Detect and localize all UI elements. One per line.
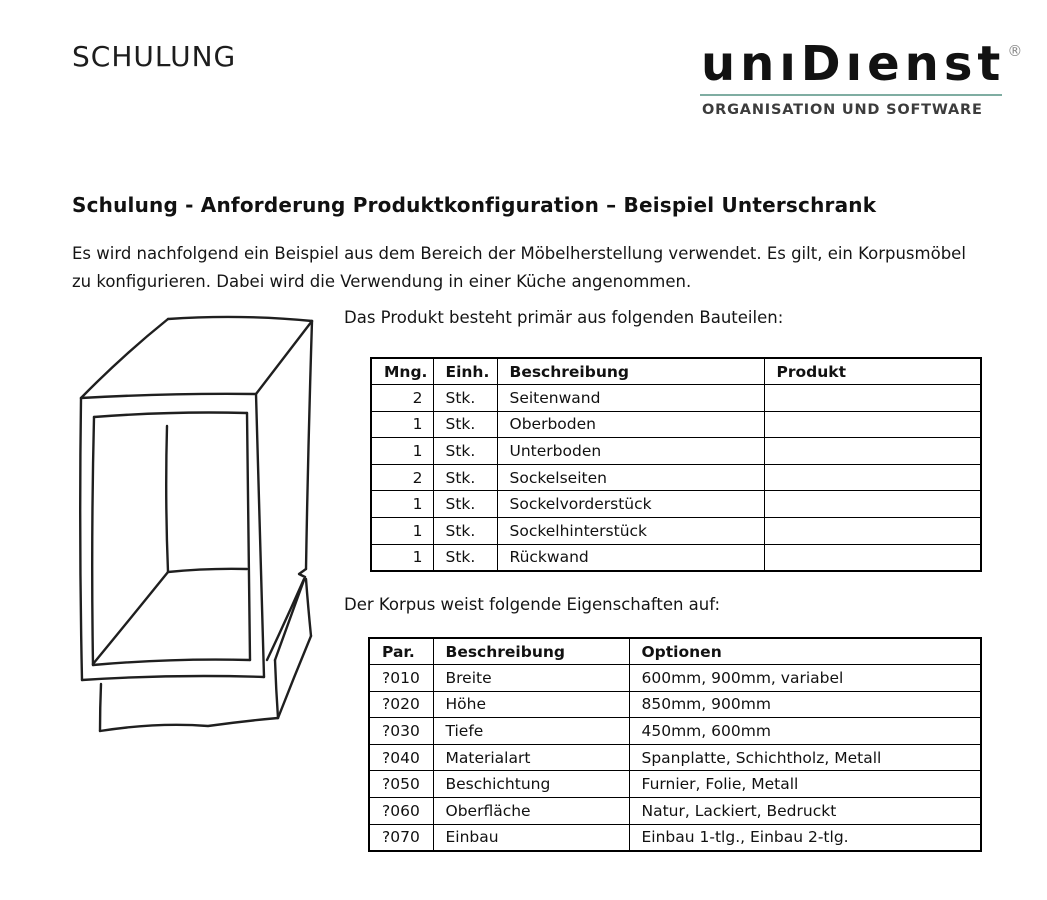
- table-cell: Beschichtung: [433, 771, 629, 798]
- logo-registered-mark-icon: ®: [1007, 42, 1023, 60]
- page-title: Schulung - Anforderung Produktkonfiguration – Beispiel Unterschrank: [72, 193, 877, 217]
- table-header-cell: Beschreibung: [433, 638, 629, 665]
- table-cell: Materialart: [433, 744, 629, 771]
- logo-wordmark: unıDıenst: [701, 36, 1006, 92]
- table-header-cell: Mng.: [371, 358, 433, 385]
- table-cell: Oberfläche: [433, 798, 629, 825]
- table-row: [369, 744, 981, 771]
- table-row: [369, 665, 981, 692]
- table-cell: ?040: [369, 744, 433, 771]
- table-cell: Stk.: [433, 491, 497, 518]
- table-row: [371, 518, 981, 545]
- table-cell: Seitenwand: [497, 385, 764, 412]
- table-cell: 1: [371, 518, 433, 545]
- table-cell: Einbau 1-tlg., Einbau 2-tlg.: [629, 824, 981, 851]
- properties-table: [368, 637, 982, 852]
- table-cell: Natur, Lackiert, Bedruckt: [629, 798, 981, 825]
- table-cell: [764, 491, 981, 518]
- table-row: [369, 718, 981, 745]
- table-cell: ?070: [369, 824, 433, 851]
- table-cell: Stk.: [433, 438, 497, 465]
- table-cell: Stk.: [433, 411, 497, 438]
- intro-paragraph: Es wird nachfolgend ein Beispiel aus dem Bereich der Möbelherstellung verwendet. Es gilt, ein Korpusmöbel zu konfigurieren. Dabei wird die Verwendung in einer Küche angenommen.: [72, 244, 966, 291]
- table-cell: [764, 518, 981, 545]
- table-cell: ?010: [369, 665, 433, 692]
- table-cell: Sockelhinterstück: [497, 518, 764, 545]
- table-cell: 1: [371, 411, 433, 438]
- table-cell: Einbau: [433, 824, 629, 851]
- table-row: [369, 824, 981, 851]
- table-cell: 2: [371, 385, 433, 412]
- table-cell: 850mm, 900mm: [629, 691, 981, 718]
- table-cell: Stk.: [433, 385, 497, 412]
- table-cell: [764, 385, 981, 412]
- logo-divider: [700, 94, 1002, 96]
- table-cell: Rückwand: [497, 544, 764, 571]
- table-cell: Spanplatte, Schichtholz, Metall: [629, 744, 981, 771]
- parts-table: [370, 357, 982, 572]
- table-header-cell: Optionen: [629, 638, 981, 665]
- table-header-cell: Par.: [369, 638, 433, 665]
- table-cell: [764, 438, 981, 465]
- table-cell: Stk.: [433, 518, 497, 545]
- table-cell: 1: [371, 438, 433, 465]
- table-header-cell: Einh.: [433, 358, 497, 385]
- table-cell: Sockelseiten: [497, 464, 764, 491]
- table-cell: [764, 464, 981, 491]
- table-cell: [764, 544, 981, 571]
- table-cell: ?050: [369, 771, 433, 798]
- table-row: [371, 411, 981, 438]
- cabinet-sketch-icon: [58, 303, 338, 753]
- document-header-label: SCHULUNG: [72, 40, 237, 73]
- table-cell: Tiefe: [433, 718, 629, 745]
- parts-lead: Das Produkt besteht primär aus folgenden Bauteilen:: [344, 308, 784, 327]
- table-row: [369, 798, 981, 825]
- table-cell: ?020: [369, 691, 433, 718]
- table-row: [371, 385, 981, 412]
- table-cell: Oberboden: [497, 411, 764, 438]
- table-cell: ?030: [369, 718, 433, 745]
- table-row: [369, 691, 981, 718]
- table-cell: Höhe: [433, 691, 629, 718]
- table-cell: Stk.: [433, 464, 497, 491]
- table-cell: 600mm, 900mm, variabel: [629, 665, 981, 692]
- properties-lead: Der Korpus weist folgende Eigenschaften auf:: [344, 595, 721, 614]
- logo-tagline: ORGANISATION UND SOFTWARE: [702, 102, 983, 118]
- table-cell: 450mm, 600mm: [629, 718, 981, 745]
- table-row: [371, 544, 981, 571]
- table-header-row: [369, 638, 981, 665]
- table-cell: Sockelvorderstück: [497, 491, 764, 518]
- table-row: [369, 771, 981, 798]
- unidienst-logo: [701, 36, 1023, 92]
- table-row: [371, 491, 981, 518]
- table-cell: Stk.: [433, 544, 497, 571]
- table-cell: Breite: [433, 665, 629, 692]
- table-row: [371, 464, 981, 491]
- table-header-row: [371, 358, 981, 385]
- table-header-cell: Beschreibung: [497, 358, 764, 385]
- table-cell: 2: [371, 464, 433, 491]
- table-cell: Furnier, Folie, Metall: [629, 771, 981, 798]
- table-row: [371, 438, 981, 465]
- table-cell: [764, 411, 981, 438]
- table-header-cell: Produkt: [764, 358, 981, 385]
- table-cell: ?060: [369, 798, 433, 825]
- table-cell: Unterboden: [497, 438, 764, 465]
- table-cell: 1: [371, 544, 433, 571]
- table-cell: 1: [371, 491, 433, 518]
